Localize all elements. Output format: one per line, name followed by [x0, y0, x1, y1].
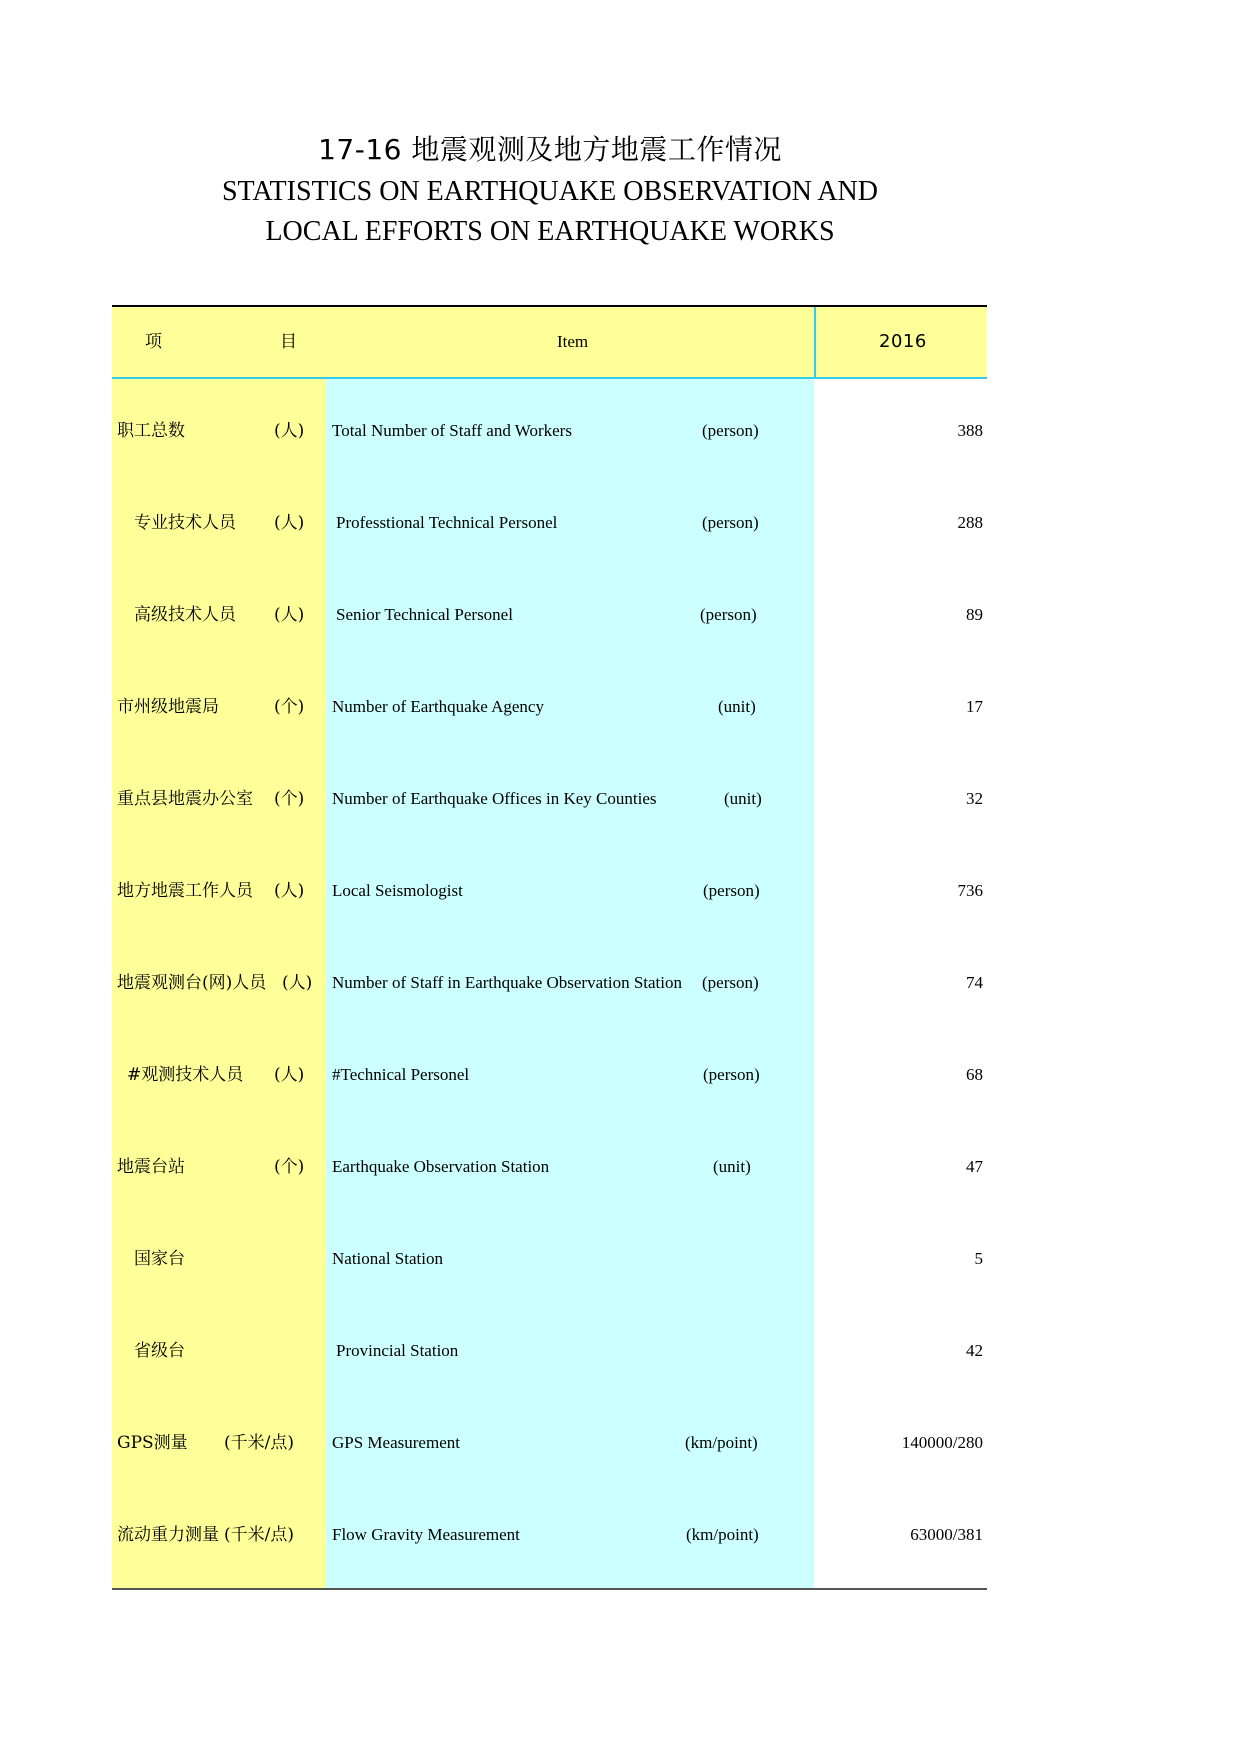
row-value: 68 [966, 1065, 983, 1084]
row-unit: (unit) [713, 1157, 751, 1176]
row-en-label: Number of Earthquake Offices in Key Counties [332, 789, 657, 808]
row-en-label: #Technical Personel [332, 1065, 470, 1084]
row-zh-label: 国家台 [134, 1249, 185, 1269]
header-zh-part1: 项 [145, 332, 162, 352]
table-bottom-rule [112, 1588, 987, 1590]
row-unit: (km/point) [685, 1433, 758, 1452]
row-value: 32 [966, 789, 983, 808]
header-year: 2016 [879, 331, 927, 352]
row-en-label: Number of Earthquake Agency [332, 697, 544, 716]
row-zh-label: 地震观测台(网)人员 [117, 973, 267, 993]
table-row [112, 416, 987, 446]
row-value: 17 [966, 697, 983, 716]
row-en-label: GPS Measurement [332, 1433, 460, 1452]
row-zh-label: 专业技术人员 [134, 513, 236, 533]
row-value: 388 [957, 421, 983, 440]
row-zh-unit: (人) [274, 1065, 305, 1085]
row-en-label: Provincial Station [336, 1341, 459, 1360]
table-row [112, 508, 987, 538]
table-row [112, 1428, 987, 1458]
row-value: 42 [966, 1341, 983, 1360]
title-english-line-2: LOCAL EFFORTS ON EARTHQUAKE WORKS [265, 216, 835, 247]
table-row [112, 600, 987, 630]
row-unit: (unit) [718, 697, 756, 716]
title-english-line-1: STATISTICS ON EARTHQUAKE OBSERVATION AND [221, 176, 879, 207]
table-row [112, 1060, 987, 1090]
row-zh-unit: (人) [282, 973, 313, 993]
row-en-label: Flow Gravity Measurement [332, 1525, 520, 1544]
row-zh-label: 省级台 [134, 1341, 185, 1361]
row-zh-label: 重点县地震办公室 [117, 789, 253, 809]
row-value: 736 [957, 881, 983, 900]
row-value: 63000/381 [910, 1525, 983, 1544]
row-zh-label: 流动重力测量 [117, 1525, 219, 1545]
row-value: 288 [957, 513, 983, 532]
row-unit: (person) [700, 605, 757, 624]
row-zh-unit: (个) [274, 789, 305, 809]
row-unit: (person) [702, 513, 759, 532]
row-value: 74 [966, 973, 983, 992]
table-row [112, 876, 987, 906]
table-row [112, 1520, 987, 1550]
header-divider [814, 307, 816, 379]
table-row [112, 784, 987, 814]
row-zh-label: GPS测量 [117, 1433, 188, 1453]
row-zh-label: 地震台站 [117, 1157, 185, 1177]
row-en-label: Earthquake Observation Station [332, 1157, 550, 1176]
row-value: 140000/280 [901, 1433, 983, 1452]
table-row [112, 1336, 987, 1366]
row-unit: (person) [703, 1065, 760, 1084]
row-en-label: Senior Technical Personel [336, 605, 513, 624]
row-unit: (unit) [724, 789, 762, 808]
row-zh-label: 地方地震工作人员 [117, 881, 253, 901]
table-row [112, 968, 987, 998]
table-row [112, 1152, 987, 1182]
row-zh-unit: (人) [274, 421, 305, 441]
row-en-label: Number of Staff in Earthquake Observation Station [332, 973, 682, 992]
row-zh-label: #观测技术人员 [127, 1065, 244, 1085]
statistics-table [112, 305, 987, 1590]
row-unit: (person) [702, 973, 759, 992]
row-zh-label: 职工总数 [117, 421, 185, 441]
row-unit: (person) [703, 881, 760, 900]
header-item: Item [557, 332, 589, 351]
row-en-label: Total Number of Staff and Workers [332, 421, 572, 440]
row-unit: (person) [702, 421, 759, 440]
row-zh-unit: (人) [274, 605, 305, 625]
header-zh-part2: 目 [280, 332, 297, 352]
row-zh-unit: (个) [274, 697, 305, 717]
row-zh-unit: (人) [274, 881, 305, 901]
row-zh-unit: (个) [274, 1157, 305, 1177]
row-zh-label: 市州级地震局 [117, 697, 219, 717]
table-header [112, 307, 987, 377]
row-en-label: Local Seismologist [332, 881, 463, 900]
row-zh-label: 高级技术人员 [134, 605, 236, 625]
row-en-label: Professtional Technical Personel [336, 513, 558, 532]
row-zh-unit: (千米/点) [224, 1525, 294, 1545]
table-row [112, 1244, 987, 1274]
row-value: 89 [966, 605, 983, 624]
table-row [112, 692, 987, 722]
row-zh-unit: (人) [274, 513, 305, 533]
row-zh-unit: (千米/点) [224, 1433, 294, 1453]
row-value: 5 [974, 1249, 983, 1268]
row-value: 47 [966, 1157, 983, 1176]
title-chinese: 17-16 地震观测及地方地震工作情况 [318, 133, 782, 166]
row-unit: (km/point) [686, 1525, 759, 1544]
row-en-label: National Station [332, 1249, 443, 1268]
